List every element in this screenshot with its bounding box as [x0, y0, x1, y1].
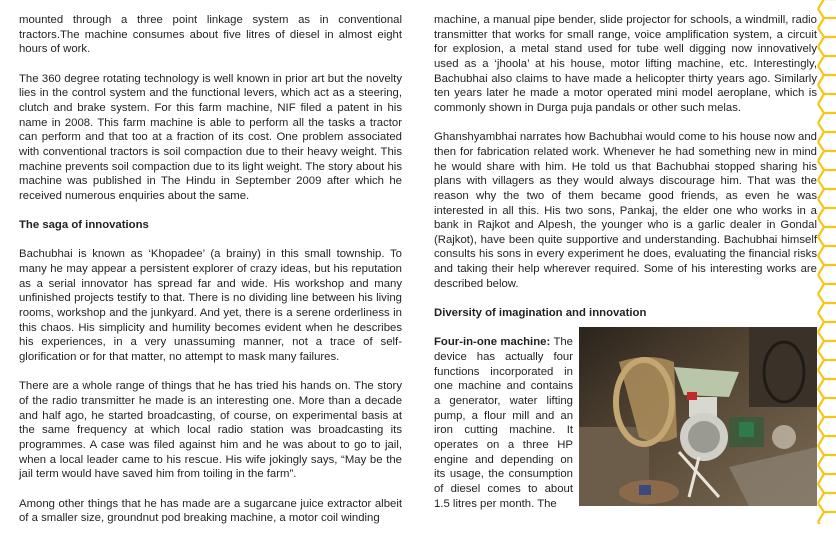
hex-cell [818, 104, 836, 142]
honeycomb-border-decoration [816, 0, 836, 524]
hex-cell [818, 180, 836, 218]
hex-cell [818, 446, 836, 484]
paragraph: machine, a manual pipe bender, slide projector for schools, a windmill, radio transmitter that works for small range, voice amplification system, a circuit for explosion, a metal stand used for tube well digging now innovatively used as a ‘jhoola’ at his house, motor lifting machine, etc. Interestingly, Bachubhai also claims to have made a helicopter thirty years ago. Similarly ten years later he made a motor operated mini model aeroplane, which is commonly shown in Durga puja pandals or other such melas. [434, 14, 817, 114]
hex-cell [818, 484, 836, 522]
hex-cell [818, 294, 836, 332]
paragraph: mounted through a three point linkage system as in conventional tractors.The machine consumes about five litres of diesel in almost eight hours of work. [19, 14, 402, 56]
paragraph: Ghanshyambhai narrates how Bachubhai would come to his house now and then for fabrication related work. Whenever he had something new in mind he would share with him. He told us that Bachubhai stopped sharing his plans with villagers as they would always discourage him. That was the reason why the two of them became good friends, as even he was interested in all this. His two sons, Pankaj, the elder one who works in a bank in Rajkot and Alpesh, the younger who is a garlic dealer in Gondal (Rajkot), have been quite supportive and understanding. Bachubhai himself consults his sons in every experiment he does, evaluating the financial risks and taking their help wherever required. Some of his interesting works are described below. [434, 131, 817, 290]
hex-cell [818, 370, 836, 408]
subsection-title: Four-in-one machine: [434, 336, 551, 349]
paragraph: There are a whole range of things that he has tried his hands on. The story of the radio transmitter he made is an interesting one. More than a decade and half ago, he started broadcasting, of course, on experimental basis at the same frequency at which local radio station was broadcasting its programmes. A case was filed against him and he was about to go to jail, when a local leader came to his rescue. His wife jokingly says, “May be the jail term would have saved him from toiling in the farm”. [19, 380, 402, 481]
subsection-text: The device has actually four functions incorporated in one machine and contains a generator, water lifting pump, a flour mill and an iron cutting machine. It operates on a three HP engine and depending on its usage, the consumption of diesel comes to about 1.5 litres per month. The [434, 336, 573, 510]
machine-photo [579, 327, 817, 506]
paragraph: Among other things that he has made are a sugarcane juice extractor albeit of a smaller size, groundnut pod breaking machine, a motor coil winding [19, 497, 402, 525]
paragraph: Bachubhai is known as ‘Khopadee’ (a brainy) in this small township. To many he may appear a persistent explorer of crazy ideas, but his reputation as a serial innovator has spread far and wide. His workshop and many unfinished projects testify to that. There is no dividing line between his living rooms, workshop and the junkyard. And yet, there is a serene orderliness in this chaos. His simplicity and humility becomes evident when he describes his experiences, in a very unassuming manner, not a trace of self-glorification or for that matter, no attempt to mask many failures. [19, 248, 402, 364]
hex-cell [818, 218, 836, 256]
four-in-one-description [434, 335, 573, 511]
hex-cell [818, 0, 836, 28]
hex-cell [818, 66, 836, 104]
hex-cell [818, 408, 836, 446]
hex-cell [818, 28, 836, 66]
section-heading: The saga of innovations [19, 219, 149, 232]
hex-cell [818, 332, 836, 370]
paragraph: The 360 degree rotating technology is well known in prior art but the novelty lies in the control system and the functional levers, which act as a steering, clutch and brake system. For this farm machine, NIF filed a patent in his name in 2008. This farm machine is able to perform all the tasks a tractor can perform and that too at a fraction of its cost. One problem associated with conventional tractors is soil compaction due to their heavy weight. This machine prevents soil compaction due to its light weight. The story about his machine was published in The Hindu in September 2009 after which he received numerous enquiries about the same. [19, 72, 402, 202]
left-column [19, 13, 402, 541]
hex-cell [818, 142, 836, 180]
section-heading: Diversity of imagination and innovation [434, 307, 647, 320]
hex-cell [818, 256, 836, 294]
photo-illustration [579, 327, 817, 506]
